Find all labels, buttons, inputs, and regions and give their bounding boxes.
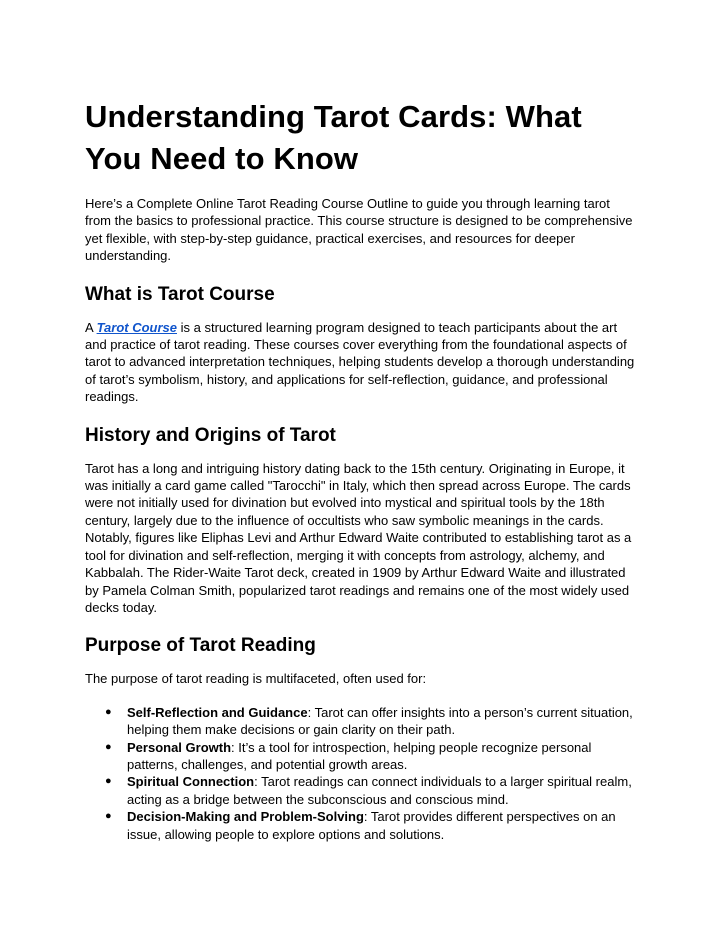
list-item-term: Self-Reflection and Guidance [127, 704, 308, 720]
tarot-course-link[interactable]: Tarot Course [96, 319, 177, 335]
list-item-text: : Tarot readings can connect individuals to a larger spiritual realm, acting as a bridge between the subconscious and conscious mind. [127, 774, 632, 807]
section-lead-purpose: The purpose of tarot reading is multifaceted, often used for: [85, 671, 427, 687]
paragraph-body: is a structured learning program designed to teach participants about the art and practice of tarot reading. These courses cover everything from the foundational aspects of tarot to advanced interpretation techniques, helping students develop a thorough understanding of tarot’s symbolism, history, and applications for self-reflection, guidance, and professional readings. [85, 319, 635, 405]
list-item-text: : Tarot provides different perspectives on an issue, allowing people to explore options and solutions. [127, 809, 616, 842]
list-item [85, 739, 638, 774]
intro-paragraph: Here’s a Complete Online Tarot Reading Course Outline to guide you through learning tarot from the basics to professional practice. This course structure is designed to be comprehensive yet flexible, with step-by-step guidance, practical exercises, and resources for deeper understanding. [85, 196, 633, 264]
section-paragraph-history: Tarot has a long and intriguing history dating back to the 15th century. Originating in Europe, it was initially a card game called "Tarocchi" in Italy, which then spread across Europe. The cards were not initially used for divination but evolved into mystical and spiritual tools by the 18th century, largely due to the influence of occultists who saw symbolic meanings in the cards. Notably, figures like Eliphas Levi and Arthur Edward Waite contributed to establishing tarot as a tool for divination and self-reflection, merging it with concepts from astrology, alchemy, and Kabbalah. The Rider-Waite Tarot deck, created in 1909 by Arthur Edward Waite and illustrated by Pamela Colman Smith, popularized tarot readings and remains one of the most widely used decks today. [85, 460, 632, 615]
page-title: Understanding Tarot Cards: What You Need to Know [85, 99, 582, 176]
list-item [85, 704, 638, 739]
purpose-list [85, 704, 638, 843]
list-item-text: : Tarot can offer insights into a person’s current situation, helping them make decisions or gain clarity on their path. [127, 704, 633, 738]
bullet-icon: ● [105, 775, 112, 788]
list-item-term: Personal Growth [127, 739, 232, 755]
list-item-term: Spiritual Connection [127, 774, 255, 790]
bullet-icon: ● [105, 810, 112, 823]
list-item-text: : It’s a tool for introspection, helping people recognize personal patterns, challenges, and potential growth areas. [127, 739, 592, 772]
section-paragraph-what-is-tarot-course [85, 319, 638, 406]
list-item [85, 808, 638, 843]
bullet-icon: ● [105, 705, 112, 718]
section-heading-what-is-tarot-course: What is Tarot Course [85, 283, 275, 305]
section-heading-purpose: Purpose of Tarot Reading [85, 635, 316, 657]
bullet-icon: ● [105, 740, 112, 753]
list-item [85, 773, 638, 808]
paragraph-prefix: A [85, 319, 97, 335]
section-heading-history: History and Origins of Tarot [85, 424, 336, 446]
list-item-term: Decision-Making and Problem-Solving [127, 809, 364, 825]
